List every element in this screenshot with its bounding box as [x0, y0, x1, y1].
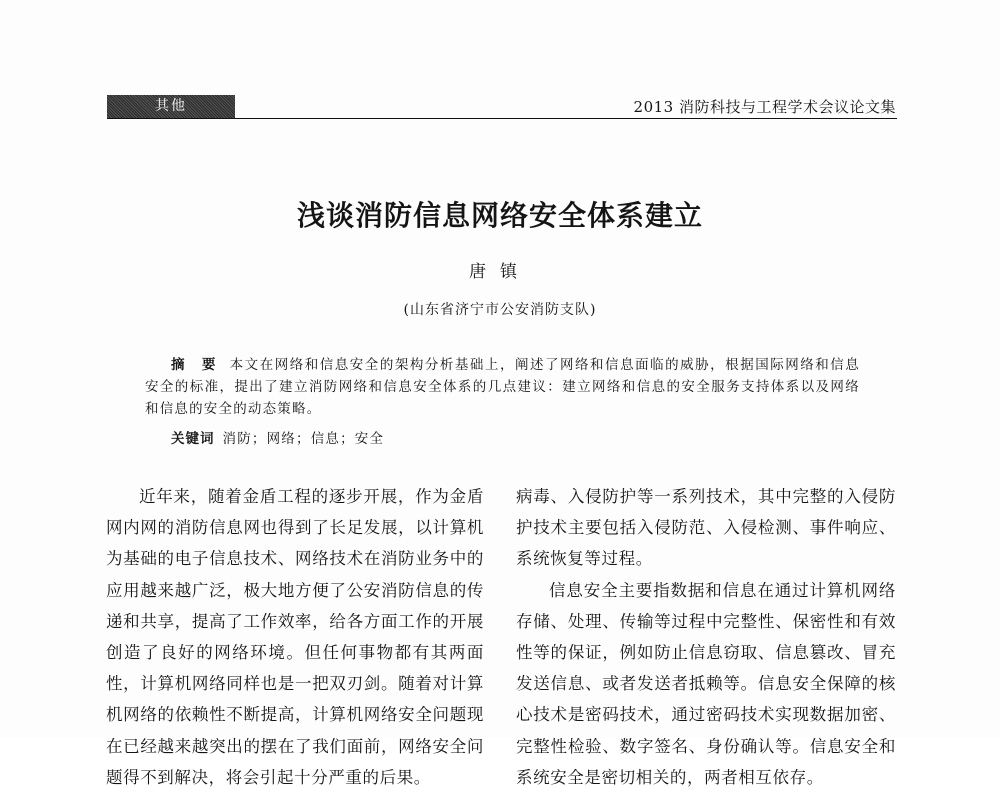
header-rule: [107, 118, 897, 119]
body-paragraph-continued: 病毒、入侵防护等一系列技术，其中完整的入侵防护技术主要包括入侵防范、入侵检测、事件响应、系统恢复等过程。: [516, 487, 896, 569]
author-affiliation: (山东省济宁市公安消防支队): [403, 302, 597, 318]
body-right-column: [516, 481, 896, 793]
body-paragraph: 信息安全主要指数据和信息在通过计算机网络存储、处理、传输等过程中完整性、保密性和有效性等的保证，例如防止信息窃取、信息篡改、冒充发送信息、或者发送者抵赖等。信息安全保障的核心技术是密码技术，通过密码技术实现数据加密、完整性检验、数字签名、身份确认等。信息安全和系统安全是密切相关的，两者相互依存。: [516, 580, 896, 787]
paper-title: 浅谈消防信息网络安全体系建立: [296, 199, 703, 232]
author-name: 唐镇: [469, 262, 531, 282]
abstract-text: 本文在网络和信息安全的架构分析基础上，阐述了网络和信息面临的威胁，根据国际网络和信息安全的标准，提出了建立消防网络和信息安全体系的几点建议：建立网络和信息的安全服务支持体系以及网络和信息的安全的动态策略。: [145, 357, 860, 417]
keywords-text: 消防；网络；信息；安全: [222, 431, 385, 447]
section-tab: 其他: [107, 95, 235, 118]
body-left-column: [106, 481, 484, 793]
running-header-title: 2013 消防科技与工程学术会议论文集: [633, 98, 896, 116]
abstract: [145, 354, 860, 420]
body-paragraph: 近年来，随着金盾工程的逐步开展，作为金盾网内网的消防信息网也得到了长足发展，以计算机为基础的电子信息技术、网络技术在消防业务中的应用越来越广泛，极大地方便了公安消防信息的传递和共享，提高了工作效率，给各方面工作的开展创造了良好的网络环境。但任何事物都有其两面性，计算机网络同样也是一把双刃剑。随着对计算机网络的依赖性不断提高，计算机网络安全问题现在已经越来越突出的摆在了我们面前，网络安全问题得不到解决，将会引起十分严重的后果。: [106, 487, 484, 787]
keywords-label: 关键词: [171, 431, 215, 447]
keywords: [171, 428, 861, 450]
abstract-label: 摘 要: [171, 357, 222, 373]
